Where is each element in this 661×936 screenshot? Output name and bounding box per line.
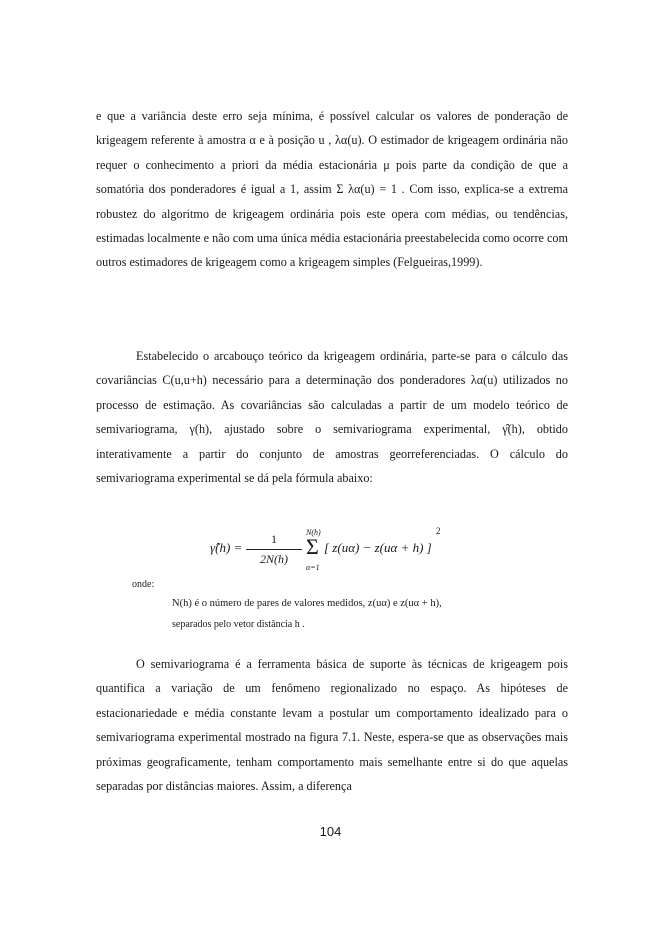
fraction-denominator: 2N(h) bbox=[260, 552, 288, 566]
sum-upper-limit: N(h) bbox=[306, 528, 321, 537]
paragraph-2: Estabelecido o arcabouço teórico da krigeagem ordinária, parte-se para o cálculo das covariâncias C(u,u+h) necessário para a determinação dos ponderadores λα(u) utilizados no processo de estimação. As covariâncias são calculadas a partir de um modelo teórico de semivariograma, γ(h), ajustado sobre o semivariograma experimental, γ̂(h), obtido interativamente a partir do conjunto de amostras georreferenciadas. O cálculo do semivariograma experimental se dá pela fórmula abaixo: bbox=[96, 349, 568, 486]
paragraph-3: O semivariograma é a ferramenta básica de suporte às técnicas de krigeagem pois quantifica a variação de um fenômeno regionalizado no espaço. As hipóteses de estacionariedade e média constante levam a postular um comportamento idealizado para o semivariograma experimental mostrado na figura 7.1. Neste, espera-se que as observações mais próximas geograficamente, tenham comportamento mais semelhante entre si do que aquelas separadas por distâncias maiores. Assim, a diferença bbox=[96, 657, 568, 794]
formula-body: [ z(uα) − z(uα + h) ] bbox=[324, 540, 432, 555]
formula-fraction bbox=[246, 532, 302, 567]
onde-label: onde: bbox=[132, 579, 155, 590]
sum-symbol: Σ bbox=[306, 534, 319, 559]
formula-exponent: 2 bbox=[436, 526, 441, 536]
formula-lhs: γ̂(h) = bbox=[210, 540, 243, 555]
sum-lower-limit: α=1 bbox=[306, 563, 320, 572]
onde-line-1: N(h) é o número de pares de valores medidos, z(uα) e z(uα + h), bbox=[172, 598, 442, 609]
paragraph-1: e que a variância deste erro seja mínima, é possível calcular os valores de ponderação de krigeagem referente à amostra α e à posição u , λα(u). O estimador de krigeagem ordinária não requer o conhecimento a priori da média estacionária μ pois parte da condição de que a somatória dos ponderadores é igual a 1, assim Σ λα(u) = 1 . Com isso, explica-se a extrema robustez do algoritmo de krigeagem ordinária pois este opera com médias, ou tendências, estimadas localmente e não com uma única média estacionária preestabelecida como ocorre com outros estimadores de krigeagem como a krigeagem simples (Felgueiras,1999). bbox=[96, 109, 568, 270]
onde-line-2: separados pelo vetor distância h . bbox=[172, 619, 305, 630]
page-number: 104 bbox=[319, 824, 342, 839]
semivariogram-formula bbox=[210, 526, 450, 578]
fraction-numerator: 1 bbox=[271, 532, 277, 546]
